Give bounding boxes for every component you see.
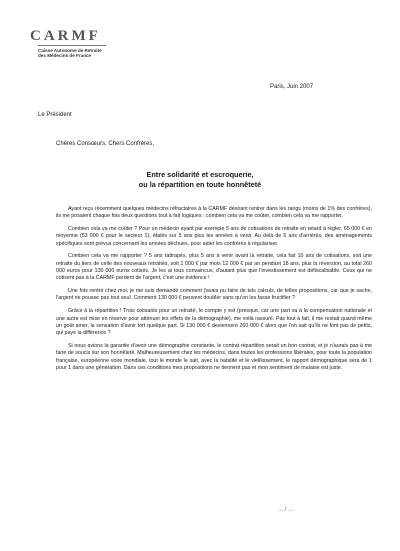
carmf-logo [30, 28, 150, 59]
continuation-mark: ... / ... [278, 507, 294, 513]
paragraph-4: Une fois rentré chez moi, je me suis demandé comment j'avais pu faire de tels calculs, de telles propositions, car que je sache, l'argent ne pousse pas tout seul. Comment 130 000 € peuvent doubler sans qu'on les fasse fructifier ? [56, 288, 372, 302]
logo-divider [38, 45, 106, 46]
logo-subtitle-1: Caisse Autonome de Retraite [38, 48, 102, 53]
logo-wordmark: CARMF [30, 28, 101, 44]
place-date: Paris, Juin 2007 [270, 84, 314, 90]
paragraph-5: Grâce à la répartition ! Trois cotisants pour un retraité, le compte y est (presque, car une part va à la compensation nationale et une autre est mise en réserve pour atténuer les effets de la démographie), me voilà rassuré. Pas tout à fait, il me restait quand même un goût amer, la sensation d'avoir tort quelque part. Si 130 000 € deviennent 260 000 € alors que l'on sait qu'ils ne font pas de petits, qui paye la différence ? [56, 308, 372, 337]
paragraph-1: Ayant reçu récemment quelques médecins réfractaires à la CARMF désirant rentrer dans les rangs (moins de 1% des confrères), ils me posaient chaque fois deux questions tout à fait logiques : combien cela va me coûter, combien cela va me rapporter. [56, 206, 372, 220]
sender-title: Le Président [38, 112, 72, 118]
logo-subtitle-2: des Médecins de France [38, 53, 92, 59]
paragraph-6: Si nous avions la garantie d'avoir une démographie constante, le contrat répartition serait un bon contrat, et je n'aurais pas à me faire de soucis sur son honnêteté. Malheureusement chez les médecins, dans toutes les professions libérales, pour toute la population française, européenne voire mondiale, tout le monde le sait, avec la natalité et le vieillissement, le rapport démographique sera de 1 pour 1 dans une génération. Dans ces conditions mes propositions ne tiennent pas et mon sentiment de malaise est juste. [56, 342, 372, 371]
letter-body [56, 206, 372, 378]
letter-title-line-2: ou la répartition en toute honnêteté [138, 180, 262, 189]
letter-title-line-1: Entre solidarité et escroquerie, [146, 170, 254, 179]
paragraph-3: Combien cela va me rapporter ? 5 ans rattrapés, plus 5 ans à venir avant la retraite, cela fait 10 ans de cotisations, soit une retraite du tiers de celle des nouveaux retraités, soit 1 000 € par mois 12 000 € par an pendant 18 ans, plus la réversion, au total 260 000 euros pour 130 000 euros cotisés. Je les ai tous convaincus, d'autant plus que l'investissement est défiscalisable. Ceux qui ne cotisent pas à la CARMF perdent de l'argent, c'est une évidence ! [56, 253, 372, 282]
paragraph-2: Combien cela va me coûter ? Pour un médecin ayant par exemple 5 ans de cotisations de retraite en retard à régler, 65 000 € en moyenne (53 000 € pour le secteur 1), étalés sur 5 ans plus les années à venir. Au delà de 5 ans d'arriérés, des aménagements spécifiques sont prévus concernant les années déchues, pour aider les confrères à régulariser. [56, 226, 372, 247]
salutation: Chères Consœurs, Chers Confrères, [56, 141, 155, 147]
